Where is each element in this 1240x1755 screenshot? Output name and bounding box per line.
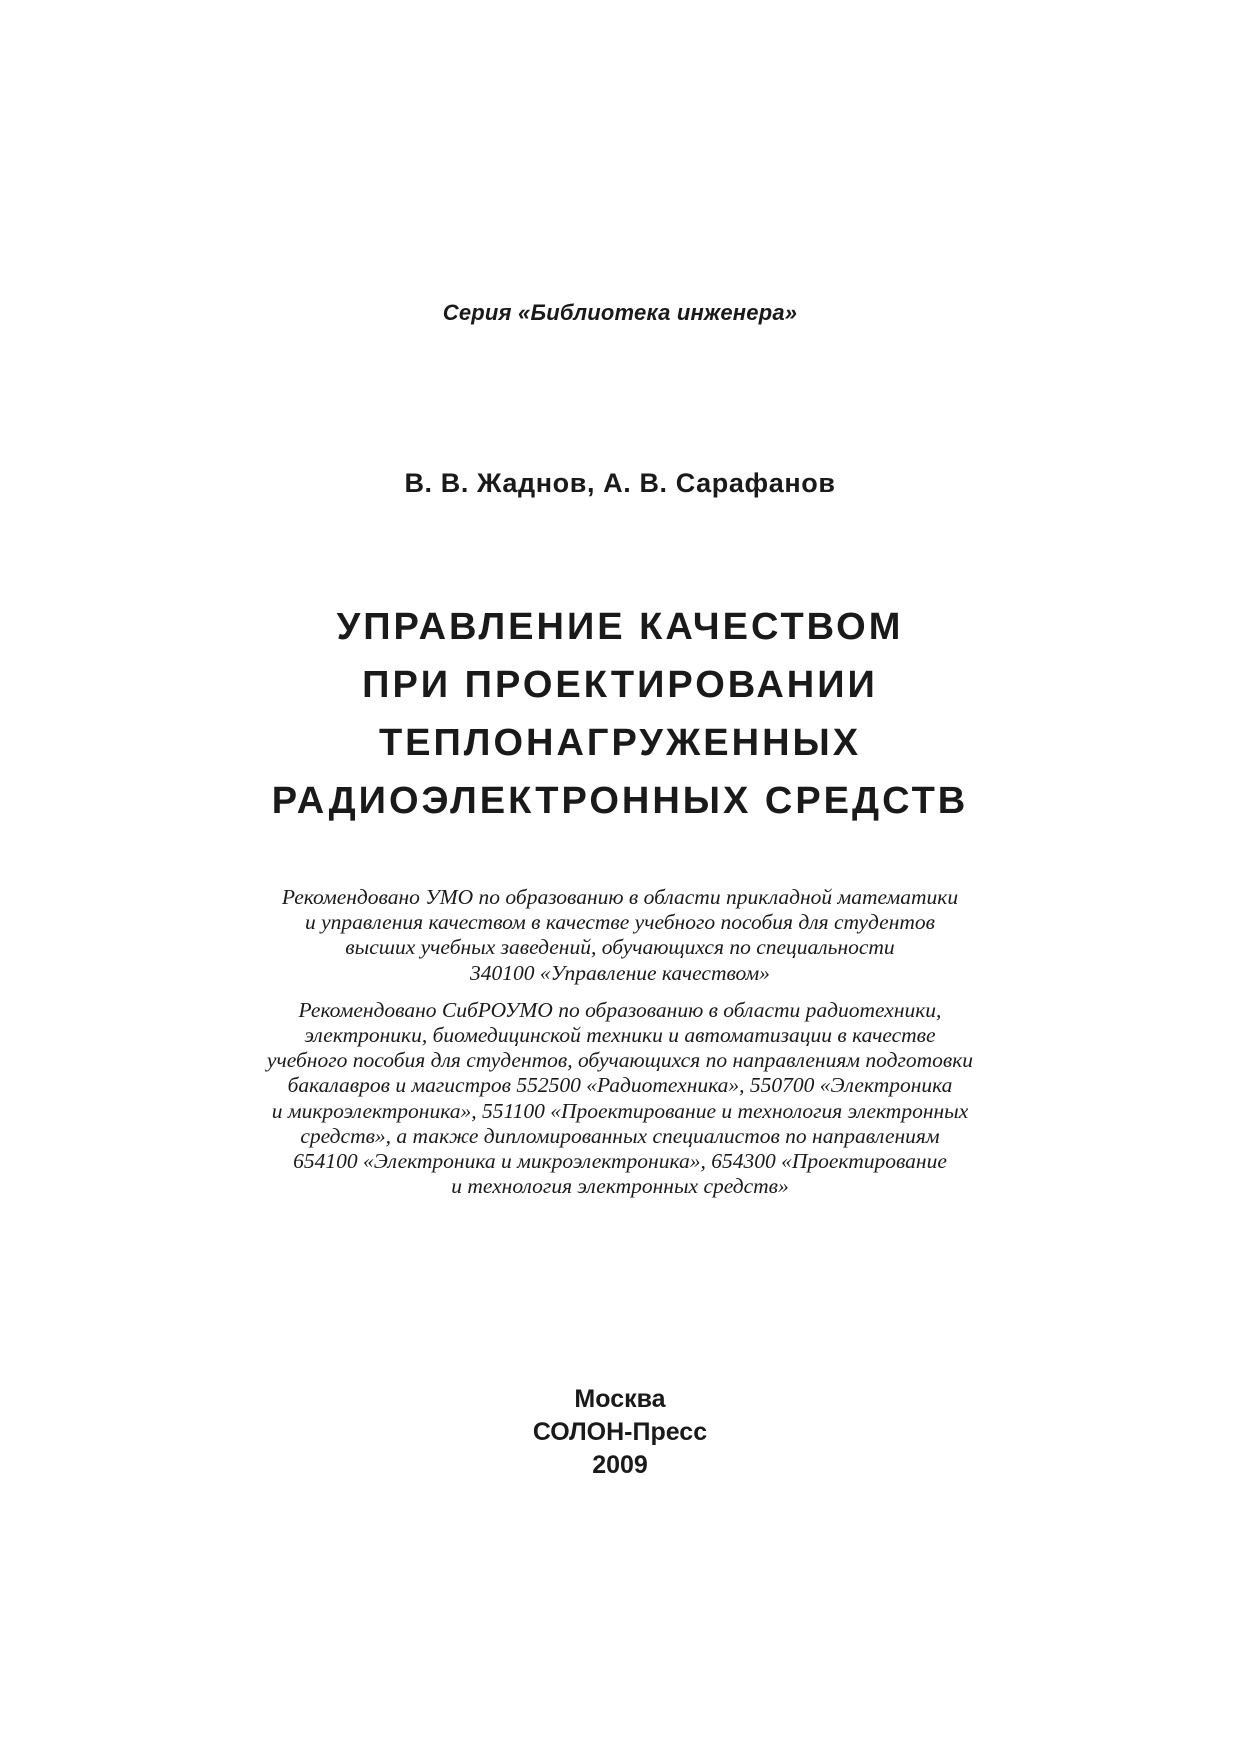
recommendation-umo (0, 885, 1240, 986)
title-line: ТЕПЛОНАГРУЖЕННЫХ (378, 722, 862, 764)
imprint-publisher: СОЛОН-Пресс (532, 1418, 708, 1446)
recommendation-line: Рекомендовано СибРОУМО по образованию в области радиотехники, (298, 997, 942, 1022)
imprint (0, 1383, 1240, 1482)
series-name: Серия «Библиотека инженера» (442, 300, 798, 325)
recommendation-sibroumo (0, 998, 1240, 1200)
recommendation-line: и управления качеством в качестве учебного пособия для студентов (305, 910, 935, 935)
recommendation-line: средств», а также дипломированных специалистов по направлениям (300, 1123, 940, 1148)
imprint-year: 2009 (592, 1451, 648, 1479)
book-title (0, 598, 1240, 830)
title-line: УПРАВЛЕНИЕ КАЧЕСТВОМ (336, 606, 904, 648)
recommendation-line: Рекомендовано УМО по образованию в области прикладной математики (281, 885, 959, 909)
imprint-city: Москва (574, 1385, 666, 1413)
recommendation-line: 340100 «Управление качеством» (470, 960, 770, 985)
title-line: ПРИ ПРОЕКТИРОВАНИИ (362, 664, 878, 706)
recommendations (0, 885, 1240, 1211)
recommendation-line: бакалавров и магистров 552500 «Радиотехника», 550700 «Электроника (287, 1073, 953, 1098)
recommendation-line: и микроэлектроника», 551100 «Проектирование и технология электронных (271, 1098, 969, 1123)
recommendation-line: учебного пособия для студентов, обучающихся по направлениям подготовки (266, 1048, 974, 1073)
authors: В. В. Жаднов, А. В. Сарафанов (404, 468, 836, 498)
recommendation-line: 654100 «Электроника и микроэлектроника», 654300 «Проектирование (293, 1149, 947, 1174)
recommendation-line: и технология электронных средств» (451, 1174, 789, 1199)
title-line: РАДИОЭЛЕКТРОННЫХ СРЕДСТВ (271, 780, 969, 822)
recommendation-line: высших учебных заведений, обучающихся по специальности (345, 935, 895, 960)
recommendation-line: электроники, биомедицинской техники и автоматизации в качестве (304, 1023, 936, 1048)
